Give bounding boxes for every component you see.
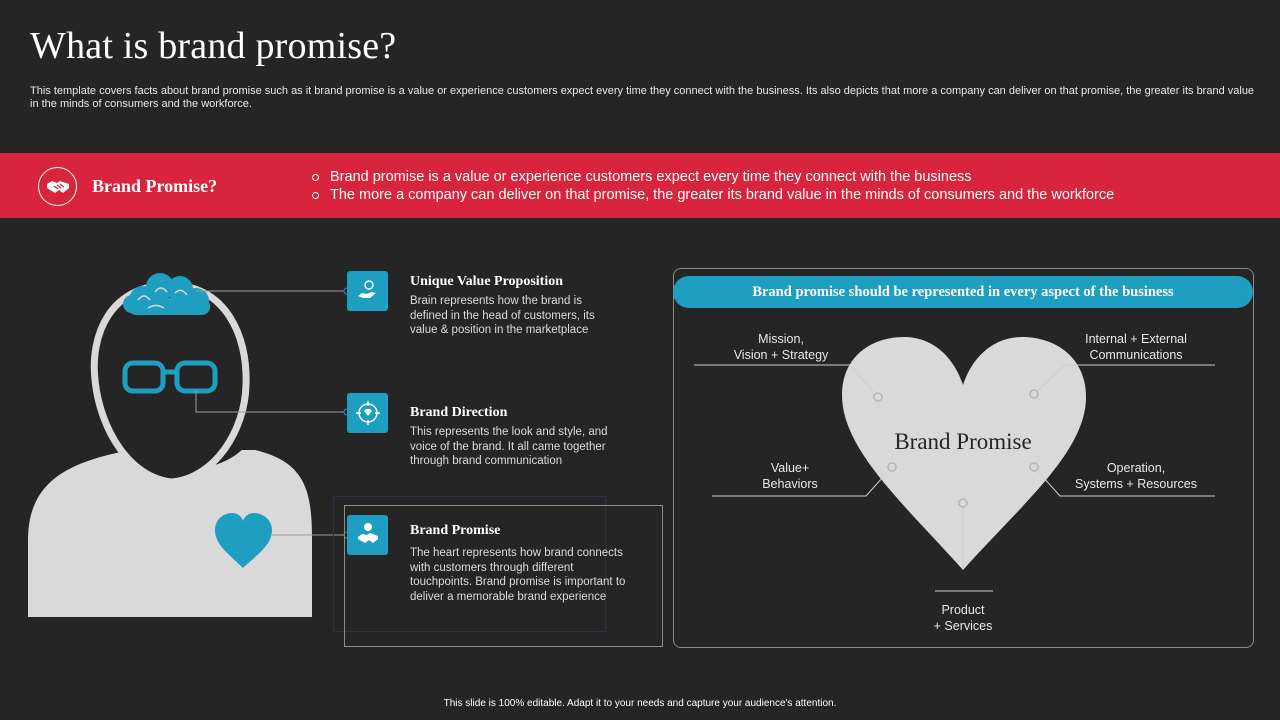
label-communications: Internal + External Communications: [1085, 332, 1187, 362]
item-title: Brand Promise: [410, 523, 501, 538]
heart-title: Brand Promise: [894, 429, 1032, 454]
page-title: What is brand promise?: [30, 25, 397, 67]
footer-note: This slide is 100% editable. Adapt it to your needs and capture your audience's attention.: [443, 698, 837, 709]
panel-header: Brand promise should be represented in every aspect of the business: [673, 276, 1253, 308]
label-product: Product + Services: [933, 603, 993, 633]
label-operation: Operation, Systems + Resources: [1075, 461, 1197, 491]
item-description: Brain represents how the brand is defined in the head of customers, its value & position in the marketplace: [410, 295, 595, 336]
band-point: The more a company can deliver on that promise, the greater its brand value in the minds of consumers and the workforce: [312, 186, 1114, 204]
label-values: Value+ Behaviors: [762, 461, 818, 491]
page-subtitle: This template covers facts about brand promise such as it brand promise is a value or experience customers expect every time they connect with the business. Its also depicts that more a company can deliver on that promise, the greater its brand value in the minds of consumers and the workforce.: [30, 85, 1255, 110]
item-description: This represents the look and style, and voice of the brand. It all came together through brand communication: [410, 426, 608, 467]
band-point: Brand promise is a value or experience customers expect every time they connect with the business: [312, 168, 1114, 186]
label-mission: Mission, Vision + Strategy: [733, 332, 829, 362]
item-title: Unique Value Proposition: [410, 274, 564, 289]
item-title: Brand Direction: [410, 405, 508, 420]
band-title: Brand Promise?: [92, 176, 218, 196]
item-description: The heart represents how brand connects with customers through different touchpoints. Brand promise is important to deliver a memorable brand experience: [410, 547, 626, 603]
